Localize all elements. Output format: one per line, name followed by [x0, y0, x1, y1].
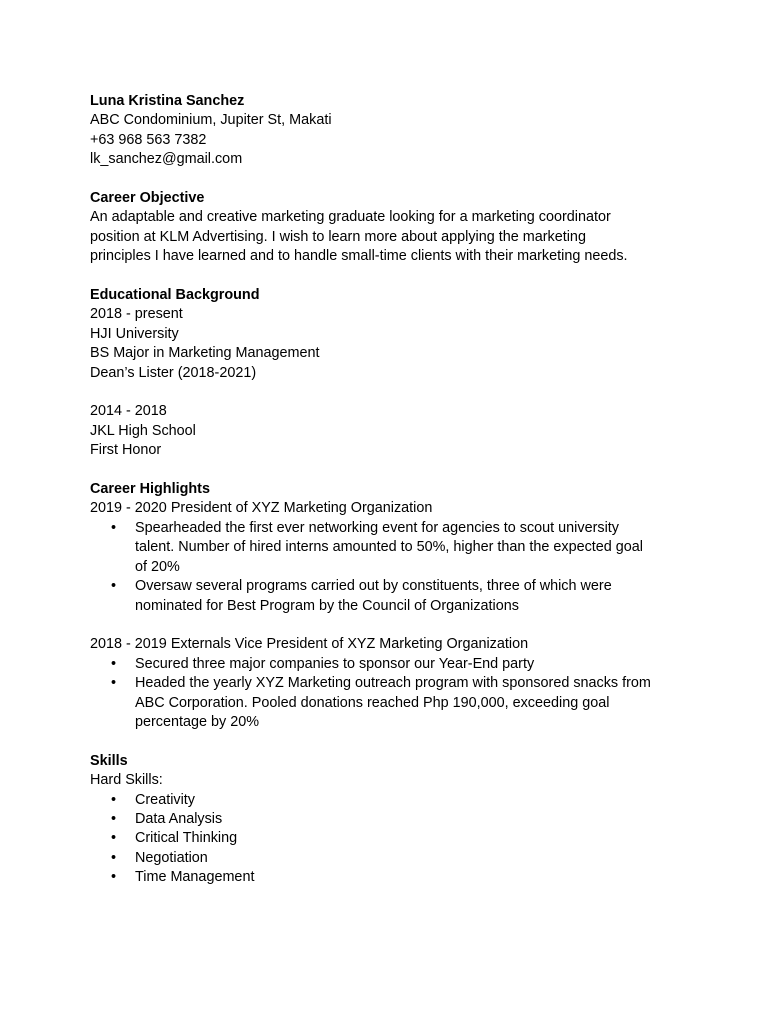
- skill-item: Creativity: [135, 791, 195, 808]
- role-bullet-list: [90, 519, 710, 616]
- bullet-icon: •: [111, 655, 117, 672]
- skill-item: Data Analysis: [135, 810, 223, 827]
- list-item: [90, 849, 710, 868]
- bullet-line: percentage by 20%: [135, 713, 260, 730]
- section-heading-objective: Career Objective: [90, 190, 205, 207]
- section-heading-highlights: Career Highlights: [90, 481, 210, 498]
- bullet-line: Spearheaded the first ever networking event for agencies to scout university: [135, 519, 619, 536]
- skill-item: Critical Thinking: [135, 830, 238, 847]
- spacer: [90, 616, 710, 635]
- applicant-phone: +63 968 563 7382: [90, 131, 207, 148]
- education-school: JKL High School: [90, 422, 196, 439]
- bullet-line: talent. Number of hired interns amounted to 50%, higher than the expected goal: [135, 539, 643, 556]
- resume-page: [90, 92, 710, 888]
- skill-item: Time Management: [135, 869, 255, 886]
- section-heading-education: Educational Background: [90, 287, 260, 304]
- spacer: [90, 732, 710, 751]
- bullet-icon: •: [111, 578, 117, 595]
- education-degree: BS Major in Marketing Management: [90, 345, 320, 362]
- spacer: [90, 461, 710, 480]
- skill-item: Negotiation: [135, 849, 208, 866]
- list-item: [90, 791, 710, 810]
- role-title: 2018 - 2019 Externals Vice President of XYZ Marketing Organization: [90, 636, 529, 653]
- objective-line: principles I have learned and to handle small-time clients with their marketing needs.: [90, 248, 628, 265]
- list-item: [90, 674, 710, 732]
- objective-line: position at KLM Advertising. I wish to learn more about applying the marketing: [90, 228, 586, 245]
- spacer: [90, 170, 710, 189]
- education-years: 2018 - present: [90, 306, 183, 323]
- bullet-line: nominated for Best Program by the Council of Organizations: [135, 597, 519, 614]
- bullet-icon: •: [111, 830, 117, 847]
- list-item: [90, 655, 710, 674]
- education-school: HJI University: [90, 325, 179, 342]
- education-honor: Dean’s Lister (2018-2021): [90, 364, 257, 381]
- bullet-line: Secured three major companies to sponsor our Year-End party: [135, 655, 535, 672]
- bullet-icon: •: [111, 519, 117, 536]
- applicant-name: Luna Kristina Sanchez: [90, 93, 245, 109]
- education-honor: First Honor: [90, 442, 162, 459]
- list-item: [90, 829, 710, 848]
- list-item: [90, 519, 710, 577]
- spacer: [90, 383, 710, 402]
- applicant-email: lk_sanchez@gmail.com: [90, 151, 243, 168]
- role-bullet-list: [90, 655, 710, 733]
- list-item: [90, 868, 710, 887]
- hard-skills-list: [90, 791, 710, 888]
- bullet-icon: •: [111, 791, 117, 808]
- list-item: [90, 810, 710, 829]
- applicant-address: ABC Condominium, Jupiter St, Makati: [90, 112, 332, 129]
- bullet-line: Oversaw several programs carried out by constituents, three of which were: [135, 578, 612, 595]
- bullet-line: Headed the yearly XYZ Marketing outreach program with sponsored snacks from: [135, 675, 651, 692]
- bullet-line: of 20%: [135, 558, 180, 575]
- section-heading-skills: Skills: [90, 752, 128, 769]
- hard-skills-label: Hard Skills:: [90, 772, 163, 789]
- bullet-line: ABC Corporation. Pooled donations reached Php 190,000, exceeding goal: [135, 694, 610, 711]
- spacer: [90, 267, 710, 286]
- role-title: 2019 - 2020 President of XYZ Marketing Organization: [90, 500, 433, 517]
- bullet-icon: •: [111, 675, 117, 692]
- bullet-icon: •: [111, 849, 117, 866]
- education-years: 2014 - 2018: [90, 403, 167, 420]
- bullet-icon: •: [111, 869, 117, 886]
- objective-line: An adaptable and creative marketing graduate looking for a marketing coordinator: [90, 209, 611, 226]
- list-item: [90, 577, 710, 616]
- bullet-icon: •: [111, 810, 117, 827]
